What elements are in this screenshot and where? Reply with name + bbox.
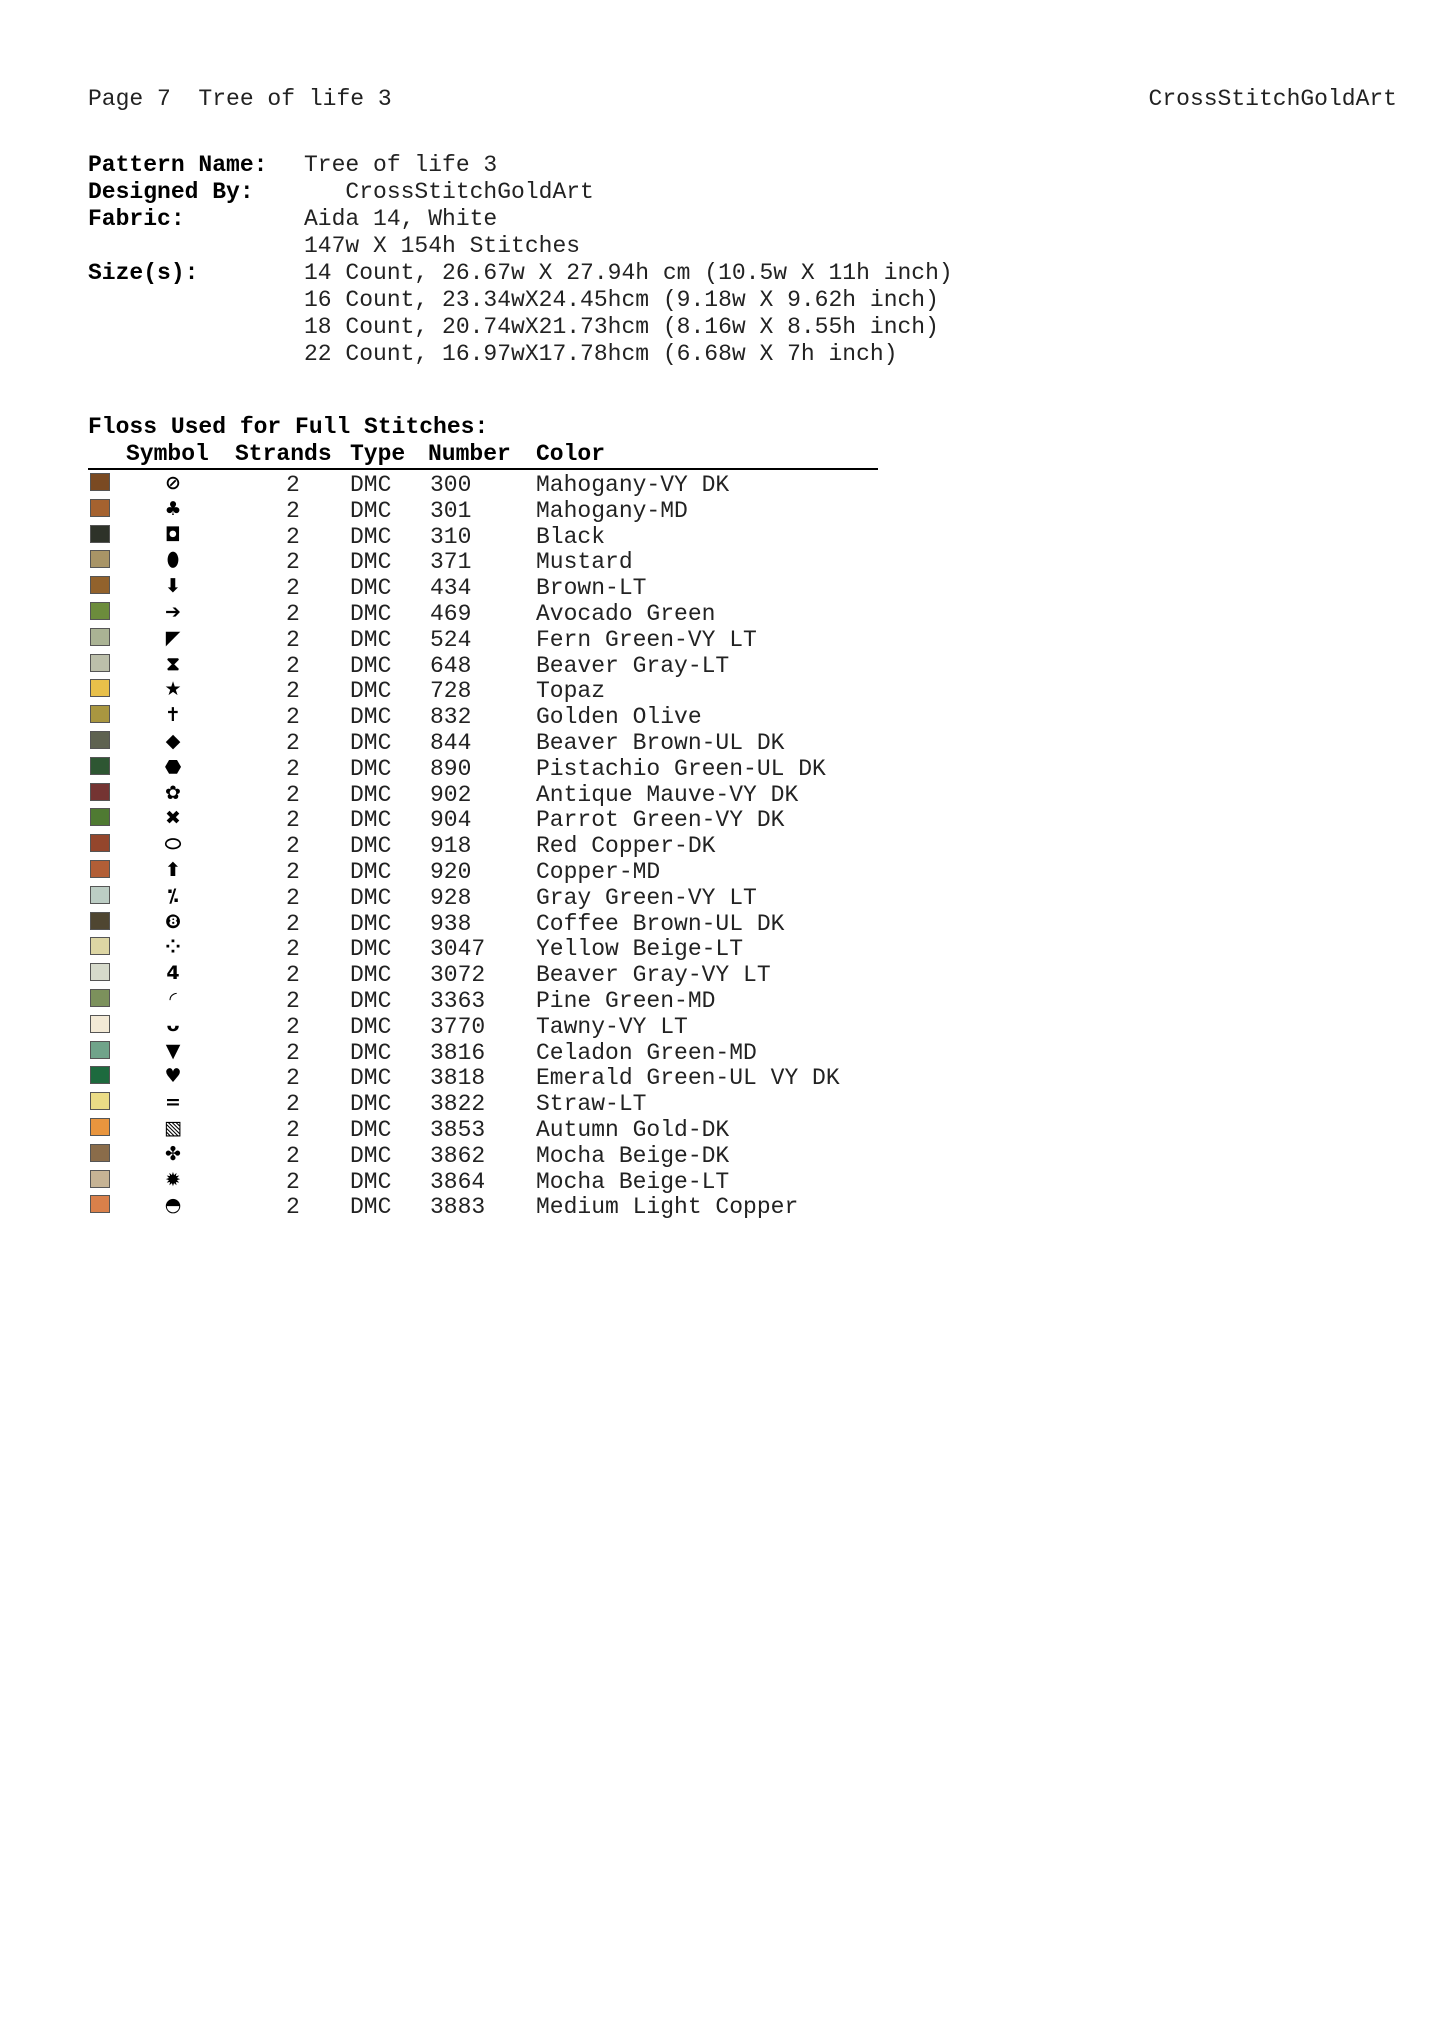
floss-row — [88, 1192, 878, 1221]
floss-row — [88, 728, 878, 754]
color-swatch — [90, 989, 110, 1007]
floss-number: 918 — [430, 833, 472, 860]
size-14-count: 14 Count, 26.67w X 27.94h cm (10.5w X 11h inch) — [304, 260, 953, 286]
floss-number: 434 — [430, 575, 472, 602]
floss-row — [88, 1012, 878, 1038]
floss-type: DMC — [350, 755, 392, 782]
size-16-count: 16 Count, 23.34wX24.45hcm (9.18w X 9.62h inch) — [304, 287, 939, 313]
floss-type: DMC — [350, 1168, 392, 1195]
color-swatch — [90, 1118, 110, 1136]
floss-type: DMC — [350, 1116, 392, 1143]
color-swatch — [90, 1170, 110, 1188]
floss-row — [88, 547, 878, 576]
color-swatch — [90, 834, 110, 852]
floss-color-name: Mocha Beige-LT — [536, 1168, 730, 1195]
stitch-symbol-icon: ✝ — [165, 704, 181, 727]
page-header-brand: CrossStitchGoldArt — [1148, 86, 1397, 112]
floss-row — [88, 599, 878, 625]
floss-color-name: Pistachio Green-UL DK — [536, 755, 826, 782]
strands-value: 2 — [286, 833, 300, 860]
floss-type: DMC — [350, 884, 392, 911]
stitch-symbol-icon: ⁒ — [167, 884, 179, 907]
stitch-symbol-icon: ⊘ — [165, 472, 181, 494]
floss-row — [88, 909, 878, 935]
floss-color-name: Brown-LT — [536, 575, 647, 602]
strands-value: 2 — [286, 549, 300, 576]
floss-row — [88, 496, 878, 522]
strands-value: 2 — [286, 1142, 300, 1169]
floss-type: DMC — [350, 549, 392, 576]
floss-color-name: Gray Green-VY LT — [536, 884, 757, 911]
stitch-symbol-icon: ⬆ — [165, 858, 181, 881]
floss-number: 3822 — [430, 1091, 486, 1118]
fabric-label: Fabric: — [88, 206, 185, 232]
floss-row — [88, 625, 878, 651]
size-18-count: 18 Count, 20.74wX21.73hcm (8.16w X 8.55h inch) — [304, 314, 939, 340]
floss-type: DMC — [350, 1142, 392, 1169]
strands-value: 2 — [286, 1168, 300, 1195]
strands-value: 2 — [286, 1116, 300, 1143]
color-swatch — [90, 602, 110, 620]
strands-value: 2 — [286, 781, 300, 808]
floss-row — [88, 573, 878, 602]
floss-row — [88, 831, 878, 860]
floss-type: DMC — [350, 1065, 392, 1092]
floss-row — [88, 934, 878, 963]
stitch-symbol-icon: ⬇ — [165, 575, 181, 598]
color-swatch — [90, 886, 110, 904]
floss-row — [88, 676, 878, 705]
floss-number: 920 — [430, 858, 472, 885]
floss-type: DMC — [350, 704, 392, 731]
stitch-symbol-icon: ★ — [164, 678, 182, 701]
floss-type: DMC — [350, 626, 392, 653]
stitch-symbol-icon: ◤ — [165, 626, 181, 649]
floss-color-name: Black — [536, 523, 606, 550]
floss-type: DMC — [350, 1091, 392, 1118]
stitch-symbol-icon: ✤ — [165, 1142, 181, 1165]
floss-color-name: Mahogany-MD — [536, 497, 688, 524]
strands-value: 2 — [286, 858, 300, 885]
floss-row — [88, 780, 878, 806]
color-swatch — [90, 576, 110, 594]
floss-number: 524 — [430, 626, 472, 653]
strands-value: 2 — [286, 910, 300, 937]
fabric-value: Aida 14, White — [304, 206, 498, 232]
strands-value: 2 — [286, 652, 300, 679]
stitch-symbol-icon: ⬭ — [164, 833, 182, 856]
color-swatch — [90, 1144, 110, 1162]
floss-type: DMC — [350, 652, 392, 679]
designed-by-row — [88, 179, 953, 206]
color-swatch — [90, 473, 110, 491]
floss-number: 902 — [430, 781, 472, 808]
column-header-number: Number — [428, 441, 511, 467]
stitch-symbol-icon: ▼ — [165, 1039, 181, 1062]
stitch-symbol-icon: ✿ — [165, 781, 181, 804]
floss-color-name: Mocha Beige-DK — [536, 1142, 730, 1169]
floss-number: 648 — [430, 652, 472, 679]
floss-color-name: Topaz — [536, 678, 606, 705]
strands-value: 2 — [286, 962, 300, 989]
floss-number: 300 — [430, 472, 472, 498]
stitch-symbol-icon: ◜ — [169, 987, 177, 1010]
floss-number: 3853 — [430, 1116, 486, 1143]
floss-number: 938 — [430, 910, 472, 937]
floss-color-name: Autumn Gold-DK — [536, 1116, 730, 1143]
floss-color-name: Pine Green-MD — [536, 987, 716, 1014]
color-swatch — [90, 860, 110, 878]
color-swatch — [90, 628, 110, 646]
floss-table-body — [88, 470, 878, 1221]
color-swatch — [90, 783, 110, 801]
floss-color-name: Fern Green-VY LT — [536, 626, 757, 653]
pattern-name-label: Pattern Name: — [88, 152, 268, 178]
floss-type: DMC — [350, 936, 392, 963]
floss-type: DMC — [350, 523, 392, 550]
floss-color-name: Beaver Gray-LT — [536, 652, 730, 679]
floss-table-header — [88, 441, 878, 470]
stitches-value: 147w X 154h Stitches — [304, 233, 581, 259]
color-swatch — [90, 1066, 110, 1084]
floss-number: 301 — [430, 497, 472, 524]
stitch-symbol-icon: ᴗ — [166, 1013, 180, 1036]
floss-type: DMC — [350, 600, 392, 627]
floss-type: DMC — [350, 472, 392, 498]
floss-color-name: Beaver Brown-UL DK — [536, 729, 785, 756]
floss-row — [88, 754, 878, 780]
strands-value: 2 — [286, 884, 300, 911]
floss-type: DMC — [350, 1013, 392, 1040]
floss-row — [88, 702, 878, 731]
floss-number: 371 — [430, 549, 472, 576]
strands-value: 2 — [286, 1013, 300, 1040]
fabric-row — [88, 206, 953, 233]
floss-row — [88, 1063, 878, 1092]
floss-type: DMC — [350, 1039, 392, 1066]
stitch-symbol-icon: ♥ — [164, 1065, 182, 1088]
floss-color-name: Medium Light Copper — [536, 1194, 799, 1221]
floss-type: DMC — [350, 987, 392, 1014]
strands-value: 2 — [286, 1091, 300, 1118]
floss-row — [88, 470, 878, 496]
strands-value: 2 — [286, 678, 300, 705]
floss-number: 3864 — [430, 1168, 486, 1195]
strands-value: 2 — [286, 1194, 300, 1221]
stitch-symbol-icon: ⬣ — [164, 755, 182, 778]
strands-value: 2 — [286, 1065, 300, 1092]
floss-type: DMC — [350, 962, 392, 989]
floss-number: 3818 — [430, 1065, 486, 1092]
stitch-symbol-icon: ❽ — [164, 910, 182, 933]
floss-color-name: Antique Mauve-VY DK — [536, 781, 799, 808]
color-swatch — [90, 499, 110, 517]
pattern-name-value: Tree of life 3 — [304, 152, 498, 178]
stitch-symbol-icon: ⬮ — [167, 549, 179, 572]
size-22-count: 22 Count, 16.97wX17.78hcm (6.68w X 7h inch) — [304, 341, 898, 367]
floss-row — [88, 651, 878, 677]
page-header-title: Page 7 Tree of life 3 — [88, 86, 392, 112]
color-swatch — [90, 757, 110, 775]
floss-type: DMC — [350, 497, 392, 524]
floss-number: 844 — [430, 729, 472, 756]
stitch-symbol-icon: ◘ — [165, 523, 181, 546]
designed-by-label: Designed By: — [88, 179, 254, 205]
strands-value: 2 — [286, 755, 300, 782]
stitch-symbol-icon: ◆ — [165, 729, 181, 752]
floss-number: 928 — [430, 884, 472, 911]
floss-row — [88, 1167, 878, 1193]
floss-color-name: Parrot Green-VY DK — [536, 807, 785, 834]
floss-type: DMC — [350, 575, 392, 602]
strands-value: 2 — [286, 626, 300, 653]
color-swatch — [90, 1195, 110, 1213]
stitches-row — [88, 233, 953, 260]
floss-number: 469 — [430, 600, 472, 627]
designed-by-value: CrossStitchGoldArt — [304, 179, 594, 205]
column-header-symbol: Symbol — [126, 441, 209, 467]
floss-row — [88, 857, 878, 883]
floss-color-name: Copper-MD — [536, 858, 661, 885]
color-swatch — [90, 679, 110, 697]
strands-value: 2 — [286, 936, 300, 963]
column-header-type: Type — [350, 441, 406, 467]
floss-type: DMC — [350, 807, 392, 834]
floss-number: 3047 — [430, 936, 486, 963]
stitch-symbol-icon: ➔ — [165, 600, 181, 623]
floss-table — [88, 441, 878, 1221]
pattern-name-row — [88, 152, 953, 179]
stitch-symbol-icon: ✹ — [165, 1168, 181, 1191]
strands-value: 2 — [286, 704, 300, 731]
floss-number: 3363 — [430, 987, 486, 1014]
color-swatch — [90, 912, 110, 930]
floss-type: DMC — [350, 781, 392, 808]
floss-number: 3770 — [430, 1013, 486, 1040]
stitch-symbol-icon: = — [165, 1091, 181, 1114]
strands-value: 2 — [286, 523, 300, 550]
floss-color-name: Emerald Green-UL VY DK — [536, 1065, 840, 1092]
floss-row — [88, 805, 878, 834]
column-header-color: Color — [536, 441, 606, 467]
floss-color-name: Yellow Beige-LT — [536, 936, 744, 963]
floss-row — [88, 883, 878, 909]
stitch-symbol-icon: ⧗ — [166, 652, 180, 675]
color-swatch — [90, 1041, 110, 1059]
floss-number: 904 — [430, 807, 472, 834]
floss-row — [88, 960, 878, 989]
color-swatch — [90, 1092, 110, 1110]
floss-type: DMC — [350, 858, 392, 885]
color-swatch — [90, 1015, 110, 1033]
color-swatch — [90, 808, 110, 826]
floss-color-name: Coffee Brown-UL DK — [536, 910, 785, 937]
floss-number: 3883 — [430, 1194, 486, 1221]
color-swatch — [90, 525, 110, 543]
floss-number: 310 — [430, 523, 472, 550]
floss-row — [88, 522, 878, 548]
floss-number: 3862 — [430, 1142, 486, 1169]
floss-color-name: Golden Olive — [536, 704, 702, 731]
floss-color-name: Celadon Green-MD — [536, 1039, 757, 1066]
color-swatch — [90, 654, 110, 672]
stitch-symbol-icon: ▧ — [164, 1116, 182, 1139]
strands-value: 2 — [286, 729, 300, 756]
floss-type: DMC — [350, 1194, 392, 1221]
floss-row — [88, 1115, 878, 1141]
column-header-strands: Strands — [235, 441, 332, 467]
floss-color-name: Straw-LT — [536, 1091, 647, 1118]
strands-value: 2 — [286, 497, 300, 524]
stitch-symbol-icon: ⁘ — [165, 936, 181, 959]
color-swatch — [90, 963, 110, 981]
strands-value: 2 — [286, 807, 300, 834]
floss-row — [88, 986, 878, 1012]
color-swatch — [90, 731, 110, 749]
strands-value: 2 — [286, 472, 300, 498]
floss-row — [88, 1141, 878, 1167]
floss-number: 728 — [430, 678, 472, 705]
floss-type: DMC — [350, 729, 392, 756]
strands-value: 2 — [286, 987, 300, 1014]
floss-color-name: Mustard — [536, 549, 633, 576]
floss-color-name: Red Copper-DK — [536, 833, 716, 860]
sizes-label: Size(s): — [88, 260, 199, 286]
strands-value: 2 — [286, 1039, 300, 1066]
floss-number: 832 — [430, 704, 472, 731]
floss-row — [88, 1038, 878, 1064]
floss-type: DMC — [350, 910, 392, 937]
floss-type: DMC — [350, 833, 392, 860]
floss-type: DMC — [350, 678, 392, 705]
floss-color-name: Avocado Green — [536, 600, 716, 627]
color-swatch — [90, 550, 110, 568]
stitch-symbol-icon: ♣ — [164, 497, 182, 520]
floss-color-name: Tawny-VY LT — [536, 1013, 688, 1040]
floss-section-title: Floss Used for Full Stitches: — [88, 414, 489, 440]
stitch-symbol-icon: ◓ — [164, 1194, 182, 1217]
floss-number: 890 — [430, 755, 472, 782]
stitch-symbol-icon: ✖ — [165, 807, 181, 830]
strands-value: 2 — [286, 575, 300, 602]
floss-color-name: Beaver Gray-VY LT — [536, 962, 771, 989]
pattern-info — [88, 152, 953, 368]
floss-color-name: Mahogany-VY DK — [536, 472, 730, 498]
color-swatch — [90, 705, 110, 723]
color-swatch — [90, 937, 110, 955]
floss-number: 3816 — [430, 1039, 486, 1066]
strands-value: 2 — [286, 600, 300, 627]
floss-row — [88, 1089, 878, 1118]
sizes-row — [88, 260, 953, 287]
floss-number: 3072 — [430, 962, 486, 989]
stitch-symbol-icon: 4 — [166, 962, 180, 985]
